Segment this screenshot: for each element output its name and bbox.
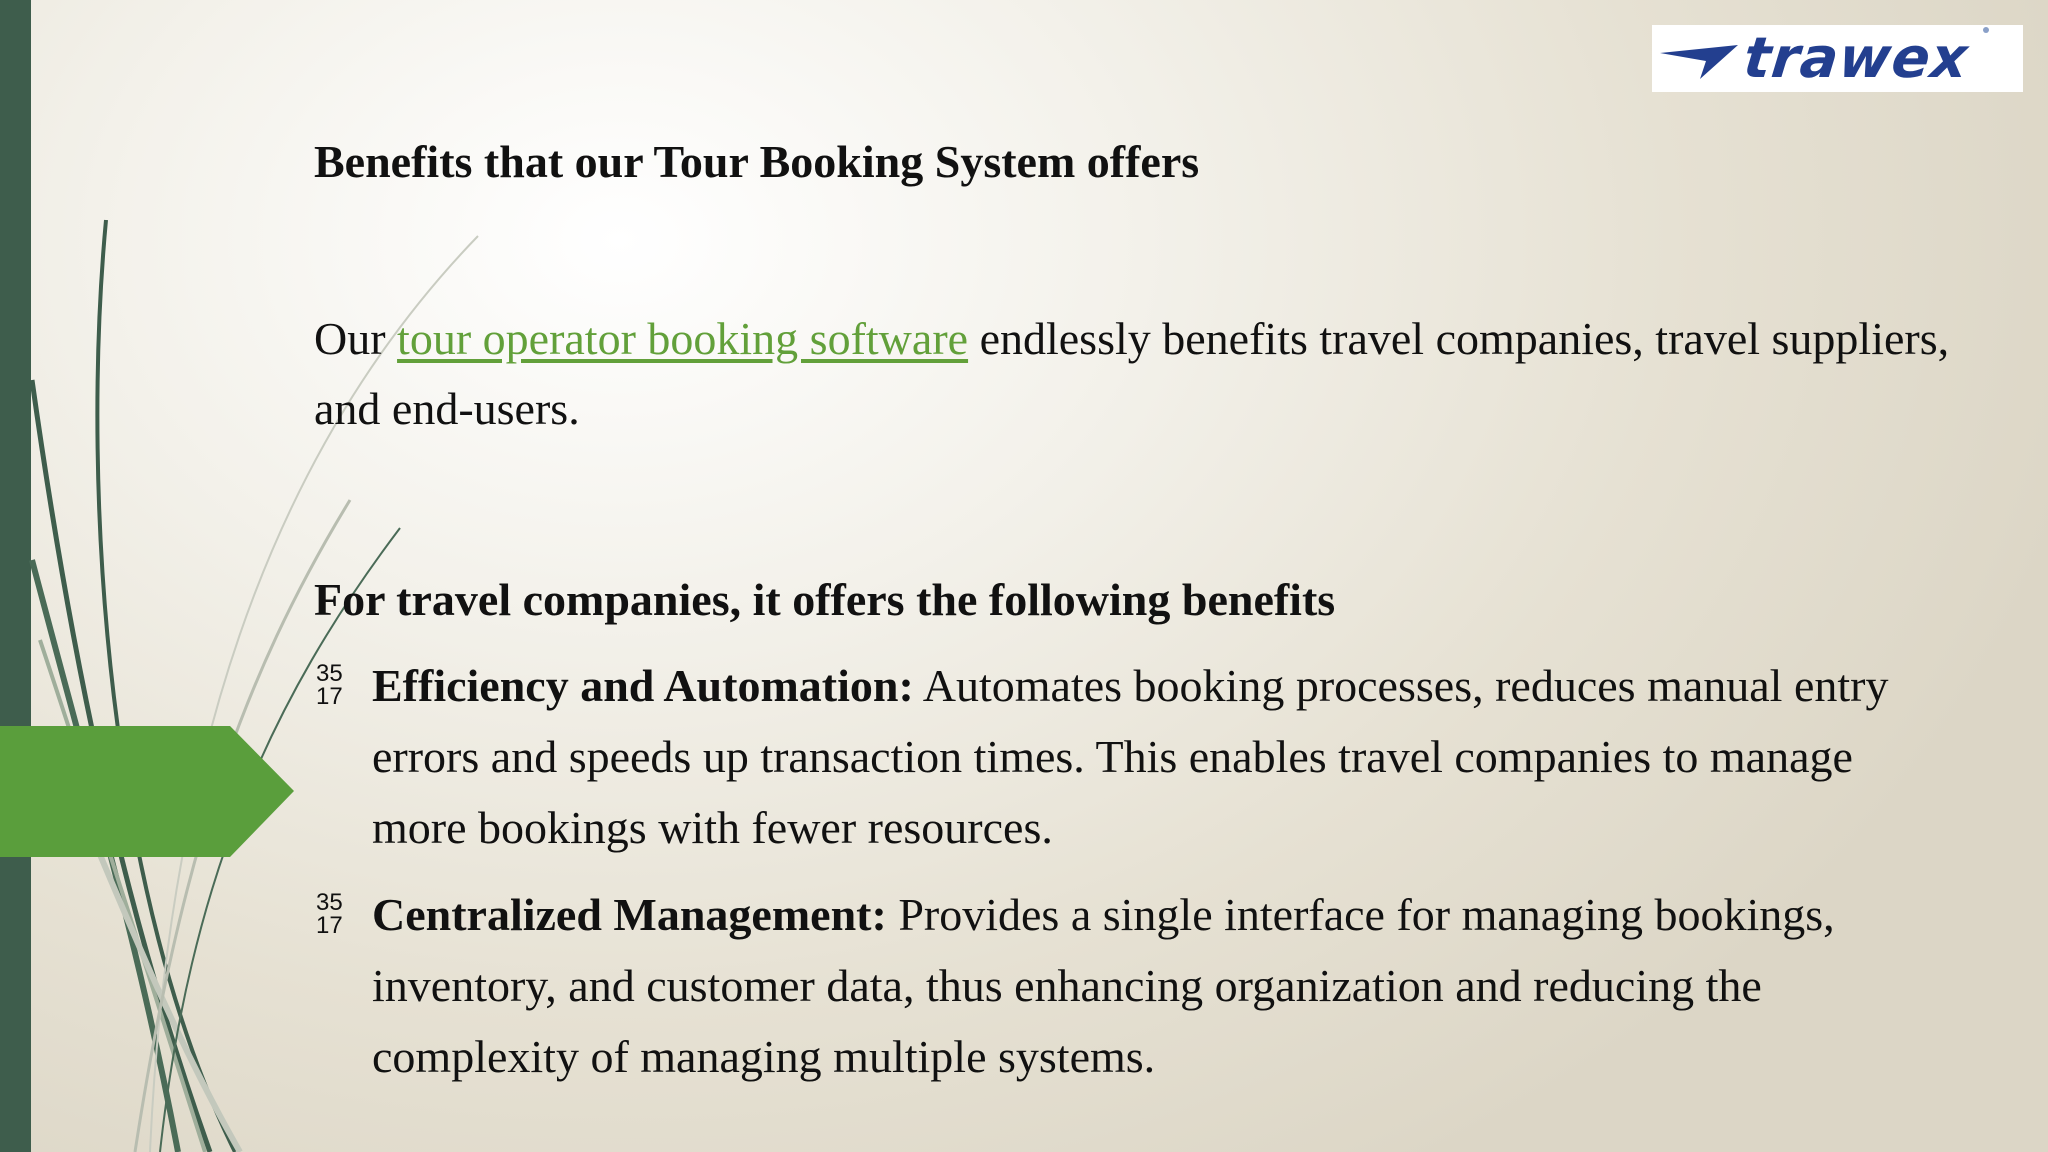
tour-operator-software-link[interactable]: tour operator booking software [397, 313, 969, 364]
bullet-term: Efficiency and Automation: [372, 660, 914, 711]
intro-text-before: Our [314, 313, 398, 364]
bullet-marker-icon [316, 891, 343, 937]
slide-title: Benefits that our Tour Booking System offers [314, 136, 1200, 187]
bullet-marker-top: 35 [316, 660, 343, 687]
list-item-efficiency [314, 650, 1954, 863]
logo-registered-dot [1983, 27, 1989, 33]
bullet-marker-bottom: 17 [316, 683, 343, 710]
intro-paragraph [314, 304, 1954, 444]
logo-text: trawex [1740, 25, 1972, 91]
bullet-text: Provides a single interface for managing bookings, inventory, and customer data, thus enhancing organization and reducing the complexity of managing multiple systems. [372, 889, 1835, 1082]
bullet-marker-bottom: 17 [316, 912, 343, 939]
trawex-logo [1652, 25, 2023, 92]
benefits-subheading: For travel companies, it offers the following benefits [314, 574, 1336, 625]
trawex-arrow-icon [1660, 39, 1738, 79]
green-arrow-tab [0, 726, 294, 857]
bullet-marker-icon [316, 662, 343, 708]
bullet-marker-top: 35 [316, 889, 343, 916]
benefits-list [314, 650, 1954, 1092]
bullet-term: Centralized Management: [372, 889, 887, 940]
list-item-centralized [314, 879, 1954, 1092]
slide-content [314, 128, 1954, 1108]
bullet-text: Automates booking processes, reduces manual entry errors and speeds up transaction times. This enables travel companies to manage more bookings with fewer resources. [372, 660, 1889, 853]
intro-text-after: endlessly benefits travel companies, travel suppliers, and end-users. [314, 313, 1950, 434]
